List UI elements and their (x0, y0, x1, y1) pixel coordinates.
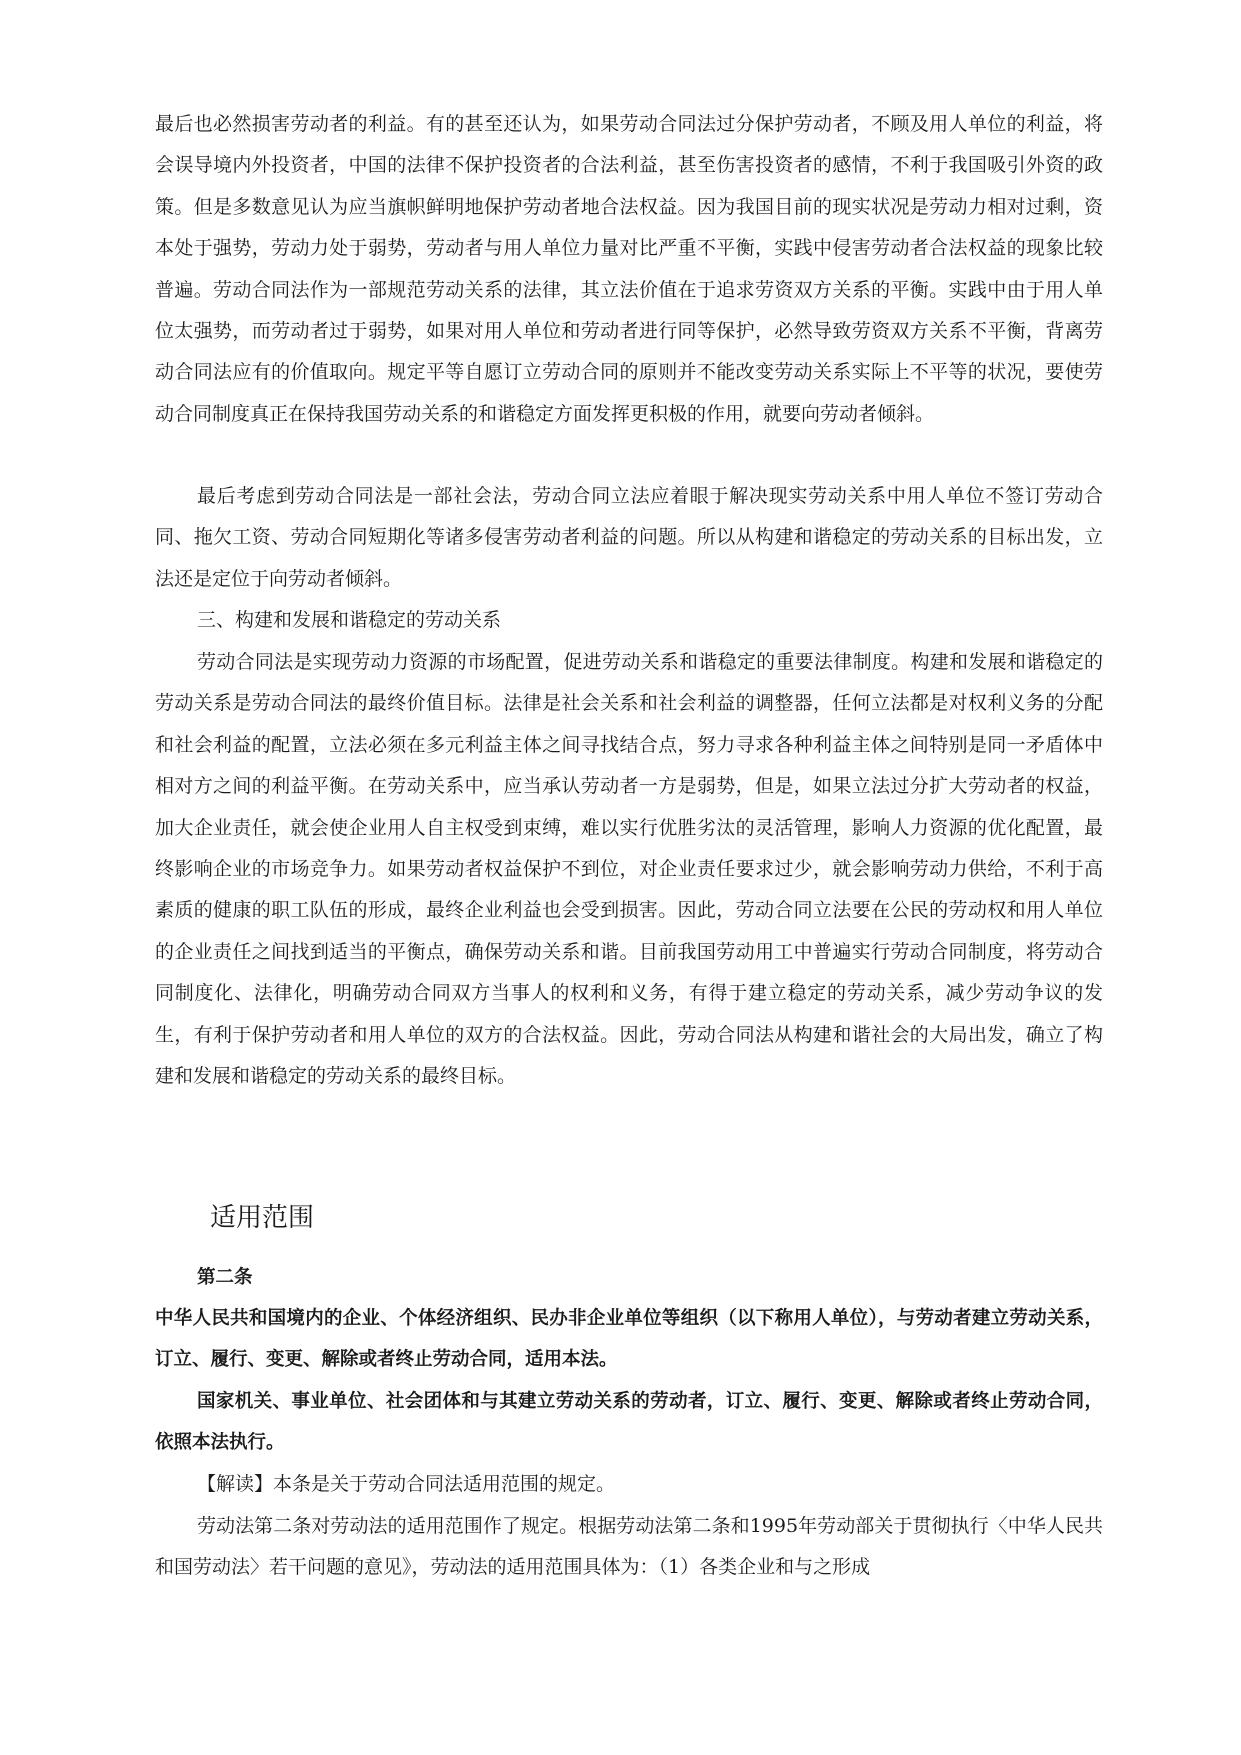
section-subheading: 三、构建和发展和谐稳定的劳动关系 (197, 609, 502, 631)
paragraph-balance-argument: 最后也必然损害劳动者的利益。有的甚至还认为，如果劳动合同法过分保护劳动者，不顾及用人单位的利益，将会误导境内外投资者，中国的法律不保护投资者的合法利益，甚至伤害投资者的感情，不利于我国吸引外资的政策。但是多数意见认为应当旗帜鲜明地保护劳动者地合法权益。因为我国目前的现实状况是劳动力相对过剩，资本处于强势，劳动力处于弱势，劳动者与用人单位力量对比严重不平衡，实践中侵害劳动者合法权益的现象比较普遍。劳动合同法作为一部规范劳动关系的法律，其立法价值在于追求劳资双方关系的平衡。实践中由于用人单位太强势，而劳动者过于弱势，如果对用人单位和劳动者进行同等保护，必然导致劳资双方关系不平衡，背离劳动合同法应有的价值取向。规定平等自愿订立劳动合同的原则并不能改变劳动关系实际上不平等的状况，要使劳动合同制度真正在保持我国劳动关系的和谐稳定方面发挥更积极的作用，就要向劳动者倾斜。 (155, 113, 1103, 425)
paragraph-harmonious-relations: 劳动合同法是实现劳动力资源的市场配置，促进劳动关系和谐稳定的重要法律制度。构建和发展和谐稳定的劳动关系是劳动合同法的最终价值目标。法律是社会关系和社会利益的调整器，任何立法都是对权利义务的分配和社会利益的配置，立法必须在多元利益主体之间寻找结合点，努力寻求各种利益主体之间特别是同一矛盾体中相对方之间的利益平衡。在劳动关系中，应当承认劳动者一方是弱势，但是，如果立法过分扩大劳动者的权益，加大企业责任，就会使企业用人自主权受到束缚，难以实行优胜劣汰的灵活管理，影响人力资源的优化配置，最终影响企业的市场竞争力。如果劳动者权益保护不到位，对企业责任要求过少，就会影响劳动力供给，不利于高素质的健康的职工队伍的形成，最终企业利益也会受到损害。因此，劳动合同立法要在公民的劳动权和用人单位的企业责任之间找到适当的平衡点，确保劳动关系和谐。目前我国劳动用工中普遍实行劳动合同制度，将劳动合同制度化、法律化，明确劳动合同双方当事人的权利和义务，有得于建立稳定的劳动关系，减少劳动争议的发生，有利于保护劳动者和用人单位的双方的合法权益。因此，劳动合同法从构建和谐社会的大局出发，确立了构建和发展和谐稳定的劳动关系的最终目标。 (155, 651, 1103, 1088)
article-number: 第二条 (197, 1267, 253, 1288)
paragraph-scope: 劳动法第二条对劳动法的适用范围作了规定。根据劳动法第二条和1995年劳动部关于贯彻执行〈中华人民共和国劳动法〉若干问题的意见》，劳动法的适用范围具体为：（1）各类企业和与之形成 (155, 1515, 1103, 1579)
paragraph-social-law: 最后考虑到劳动合同法是一部社会法，劳动合同立法应着眼于解决现实劳动关系中用人单位不签订劳动合同、拖欠工资、劳动合同短期化等诸多侵害劳动者利益的问题。所以从构建和谐稳定的劳动关系的目标出发，立法还是定位于向劳动者倾斜。 (155, 485, 1103, 590)
interpretation-line: 【解读】本条是关于劳动合同法适用范围的规定。 (197, 1473, 616, 1495)
article-clause-2: 国家机关、事业单位、社会团体和与其建立劳动关系的劳动者，订立、履行、变更、解除或者终止劳动合同，依照本法执行。 (155, 1391, 1103, 1454)
section-heading: 适用范围 (210, 1203, 315, 1233)
article-clause-1: 中华人民共和国境内的企业、个体经济组织、民办非企业单位等组织（以下称用人单位），与劳动者建立劳动关系，订立、履行、变更、解除或者终止劳动合同，适用本法。 (155, 1308, 1103, 1371)
